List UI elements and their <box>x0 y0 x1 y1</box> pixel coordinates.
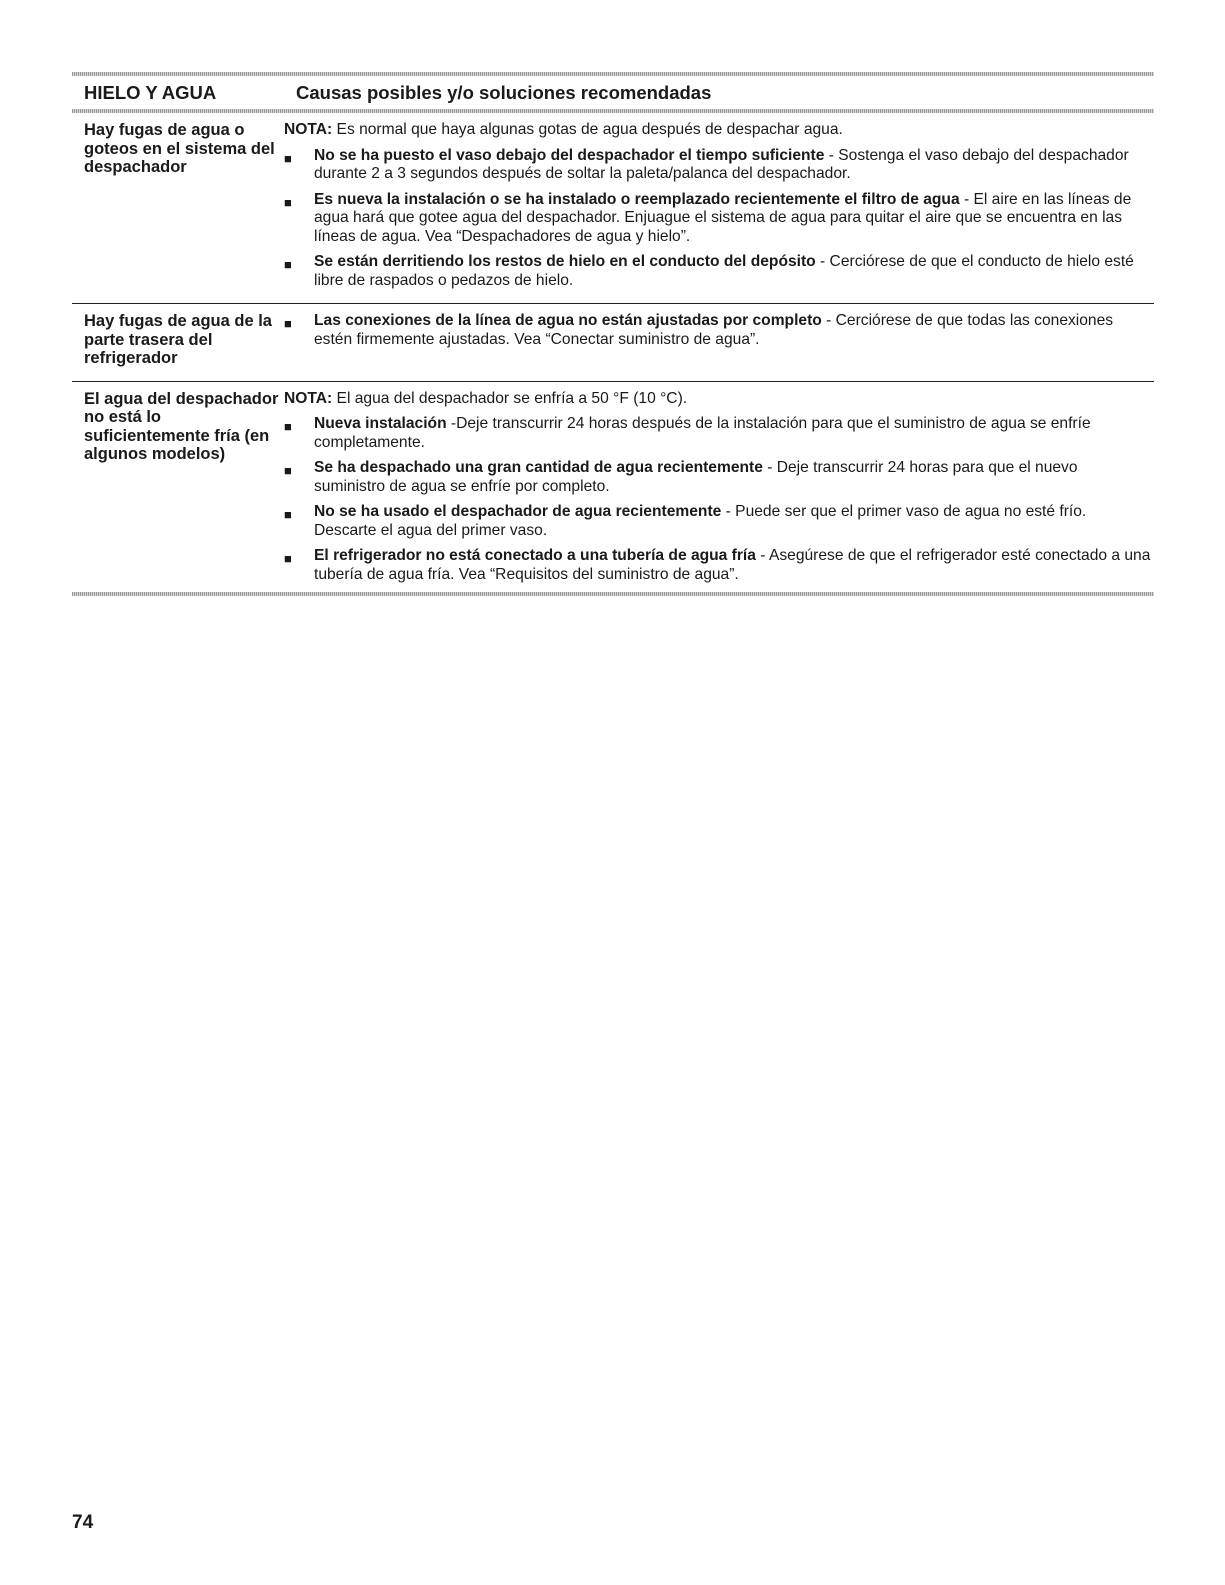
list-item <box>284 415 1152 452</box>
page-number: 74 <box>72 1512 94 1533</box>
bullet-square-icon: ■ <box>284 419 292 434</box>
solution-text: -Deje transcurrir 24 horas después de la instalación para que el suministro de agua se enfríe completamente. <box>314 415 1091 451</box>
problem-label: Hay fugas de agua de la parte trasera del refrigerador <box>84 312 272 367</box>
solution-text: - Sostenga el vaso debajo del despachador durante 2 a 3 segundos después de soltar la paleta/palanca del despachador. <box>314 146 1129 182</box>
table-row <box>72 304 1154 381</box>
cause-label: Las conexiones de la línea de agua no están ajustadas por completo <box>314 312 822 329</box>
cause-label: Nueva instalación <box>314 415 447 432</box>
bullet-square-icon: ■ <box>284 463 292 478</box>
list-item <box>284 147 1152 184</box>
table-row <box>72 113 1154 303</box>
note-text: Es normal que haya algunas gotas de agua después de despachar agua. <box>332 121 843 138</box>
troubleshooting-table <box>72 72 1154 596</box>
solution-text: - Cerciórese de que todas las conexiones estén firmemente ajustadas. Vea “Conectar suministro de agua”. <box>314 312 1114 348</box>
bullet-text <box>314 459 1152 496</box>
bullet-square-icon: ■ <box>284 507 292 522</box>
bullet-text <box>314 253 1152 290</box>
solution-text: - El aire en las líneas de agua hará que gotee agua del despachador. Enjuague el sistema de agua para quitar el aire que se encuentra en las líneas de agua. Vea “Despachadores de agua y hielo”. <box>314 190 1132 245</box>
bullet-text <box>314 312 1152 349</box>
list-item <box>284 191 1152 247</box>
cause-label: Es nueva la instalación o se ha instalado o reemplazado recientemente el filtro de agua <box>314 190 960 208</box>
table-bottom-rule <box>72 592 1154 596</box>
table-row <box>72 382 1154 593</box>
header-category: HIELO Y AGUA <box>84 81 217 103</box>
note-label: NOTA: <box>284 121 333 138</box>
cause-label: Se están derritiendo los restos de hielo en el conducto del depósito <box>314 253 816 270</box>
problem-label: El agua del despachador no está lo suficientemente fría (en algunos modelos) <box>84 389 279 463</box>
cause-label: El refrigerador no está conectado a una tubería de agua fría <box>314 547 756 564</box>
solutions-cell <box>284 312 1152 349</box>
list-item <box>284 253 1152 290</box>
table-header <box>72 76 1154 109</box>
bullet-text <box>314 191 1152 247</box>
cause-label: No se ha puesto el vaso debajo del despachador el tiempo suficiente <box>314 146 825 164</box>
solutions-cell <box>284 390 1152 585</box>
bullet-square-icon: ■ <box>284 551 292 566</box>
bullet-text <box>314 503 1152 540</box>
bullet-text <box>314 547 1152 584</box>
header-solutions: Causas posibles y/o soluciones recomendadas <box>296 81 712 103</box>
bullet-text <box>314 415 1152 452</box>
solution-text: - Asegúrese de que el refrigerador esté conectado a una tubería de agua fría. Vea “Requisitos del suministro de agua”. <box>314 547 1151 583</box>
note-label: NOTA: <box>284 389 333 407</box>
bullet-square-icon: ■ <box>284 257 292 272</box>
solution-text: - Cerciórese de que el conducto de hielo esté libre de raspados o pedazos de hielo. <box>314 253 1134 289</box>
solution-text: - Puede ser que el primer vaso de agua no esté frío. Descarte el agua del primer vaso. <box>314 503 1087 539</box>
list-item <box>284 459 1152 496</box>
list-item <box>284 547 1152 584</box>
bullet-square-icon: ■ <box>284 316 292 331</box>
list-item <box>284 503 1152 540</box>
cause-label: No se ha usado el despachador de agua recientemente <box>314 503 722 520</box>
note <box>284 390 1152 409</box>
problem-label: Hay fugas de agua o goteos en el sistema del despachador <box>84 121 275 176</box>
solutions-cell <box>284 121 1152 290</box>
bullet-text <box>314 147 1152 184</box>
cause-label: Se ha despachado una gran cantidad de agua recientemente <box>314 459 763 476</box>
solution-text: - Deje transcurrir 24 horas para que el nuevo suministro de agua se enfríe por completo. <box>314 459 1078 495</box>
list-item <box>284 312 1152 349</box>
note <box>284 121 1152 140</box>
bullet-square-icon: ■ <box>284 150 292 166</box>
note-text: El agua del despachador se enfría a 50 °F (10 °C). <box>332 389 688 407</box>
bullet-square-icon: ■ <box>284 194 292 210</box>
